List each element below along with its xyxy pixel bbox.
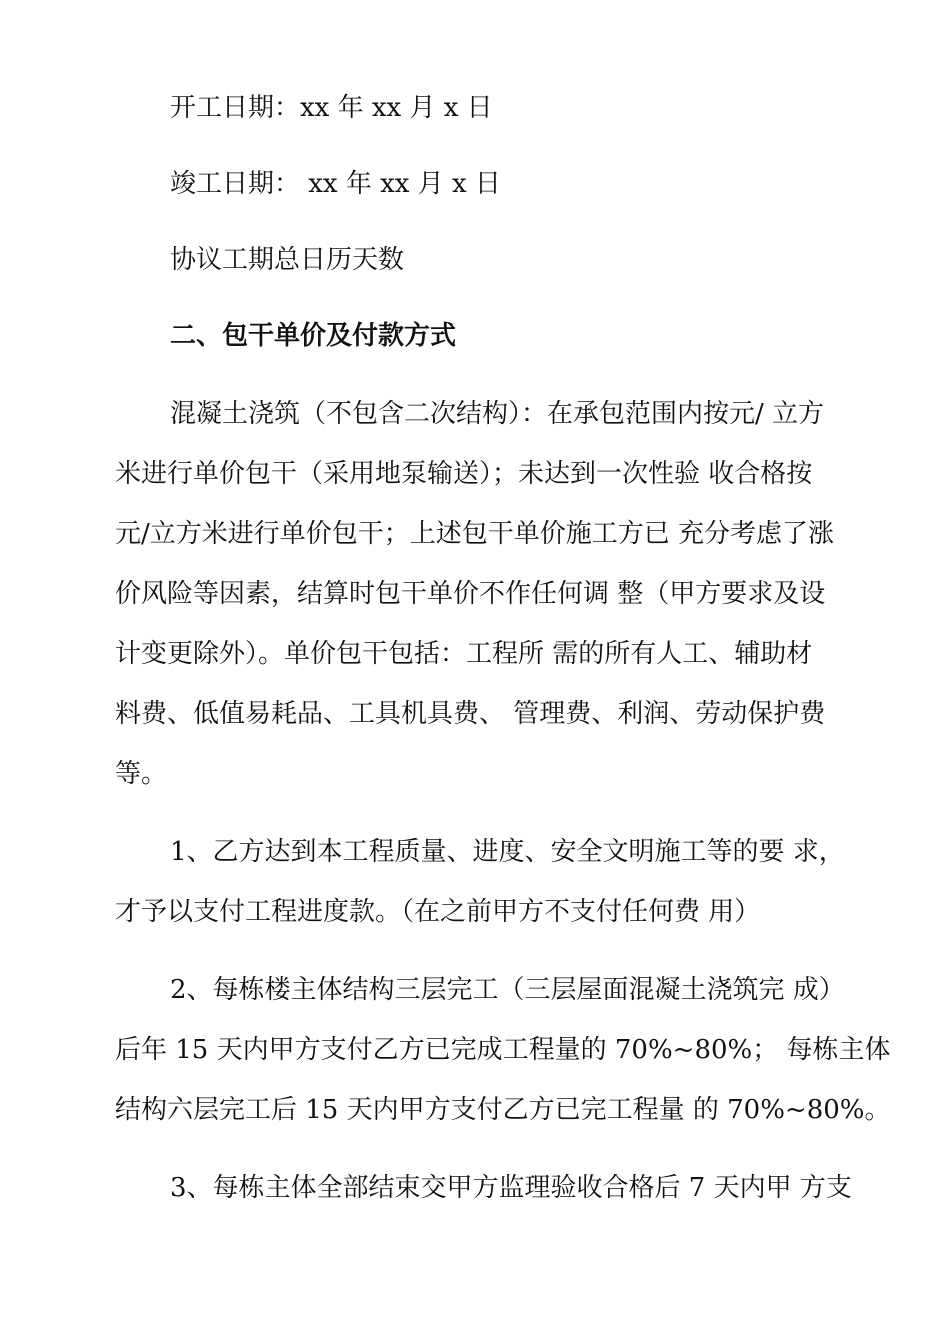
item-1-line: 才予以支付工程进度款。（在之前甲方不支付任何费 用） xyxy=(115,897,761,927)
paragraph-line: 料费、低值易耗品、工具机具费、 管理费、利润、劳动保护费 xyxy=(115,699,826,729)
item-3-line: 3、每栋主体全部结束交甲方监理验收合格后 7 天内甲 方支 xyxy=(170,1173,852,1203)
paragraph-line: 价风险等因素，结算时包干单价不作任何调 整（甲方要求及设 xyxy=(115,579,826,609)
item-2-line: 后年 15 天内甲方支付乙方已完成工程量的 70%~80%； 每栋主体 xyxy=(115,1035,891,1065)
paragraph-line: 等。 xyxy=(115,759,168,789)
section-title: 二、包干单价及付款方式 xyxy=(170,321,457,351)
paragraph-line: 米进行单价包干（采用地泵输送）；未达到一次性验 收合格按 xyxy=(115,459,813,489)
start-date-line: 开工日期：xx 年 xx 月 x 日 xyxy=(170,93,493,123)
item-2-line: 2、每栋楼主体结构三层完工（三层屋面混凝土浇筑完 成） xyxy=(170,975,845,1005)
paragraph-line: 元/立方米进行单价包干；上述包干单价施工方已 充分考虑了涨 xyxy=(115,519,835,549)
item-1-line: 1、乙方达到本工程质量、进度、安全文明施工等的要 求， xyxy=(170,837,845,867)
duration-line: 协议工期总日历天数 xyxy=(170,245,405,275)
end-date-line: 竣工日期： xx 年 xx 月 x 日 xyxy=(170,169,501,199)
paragraph-line: 计变更除外）。单价包干包括：工程所 需的所有人工、辅助材 xyxy=(115,639,813,669)
paragraph-line: 混凝土浇筑（不包含二次结构）：在承包范围内按元/ 立方 xyxy=(170,399,825,429)
item-2-line: 结构六层完工后 15 天内甲方支付乙方已完工程量 的 70%~80%。 xyxy=(115,1095,891,1125)
